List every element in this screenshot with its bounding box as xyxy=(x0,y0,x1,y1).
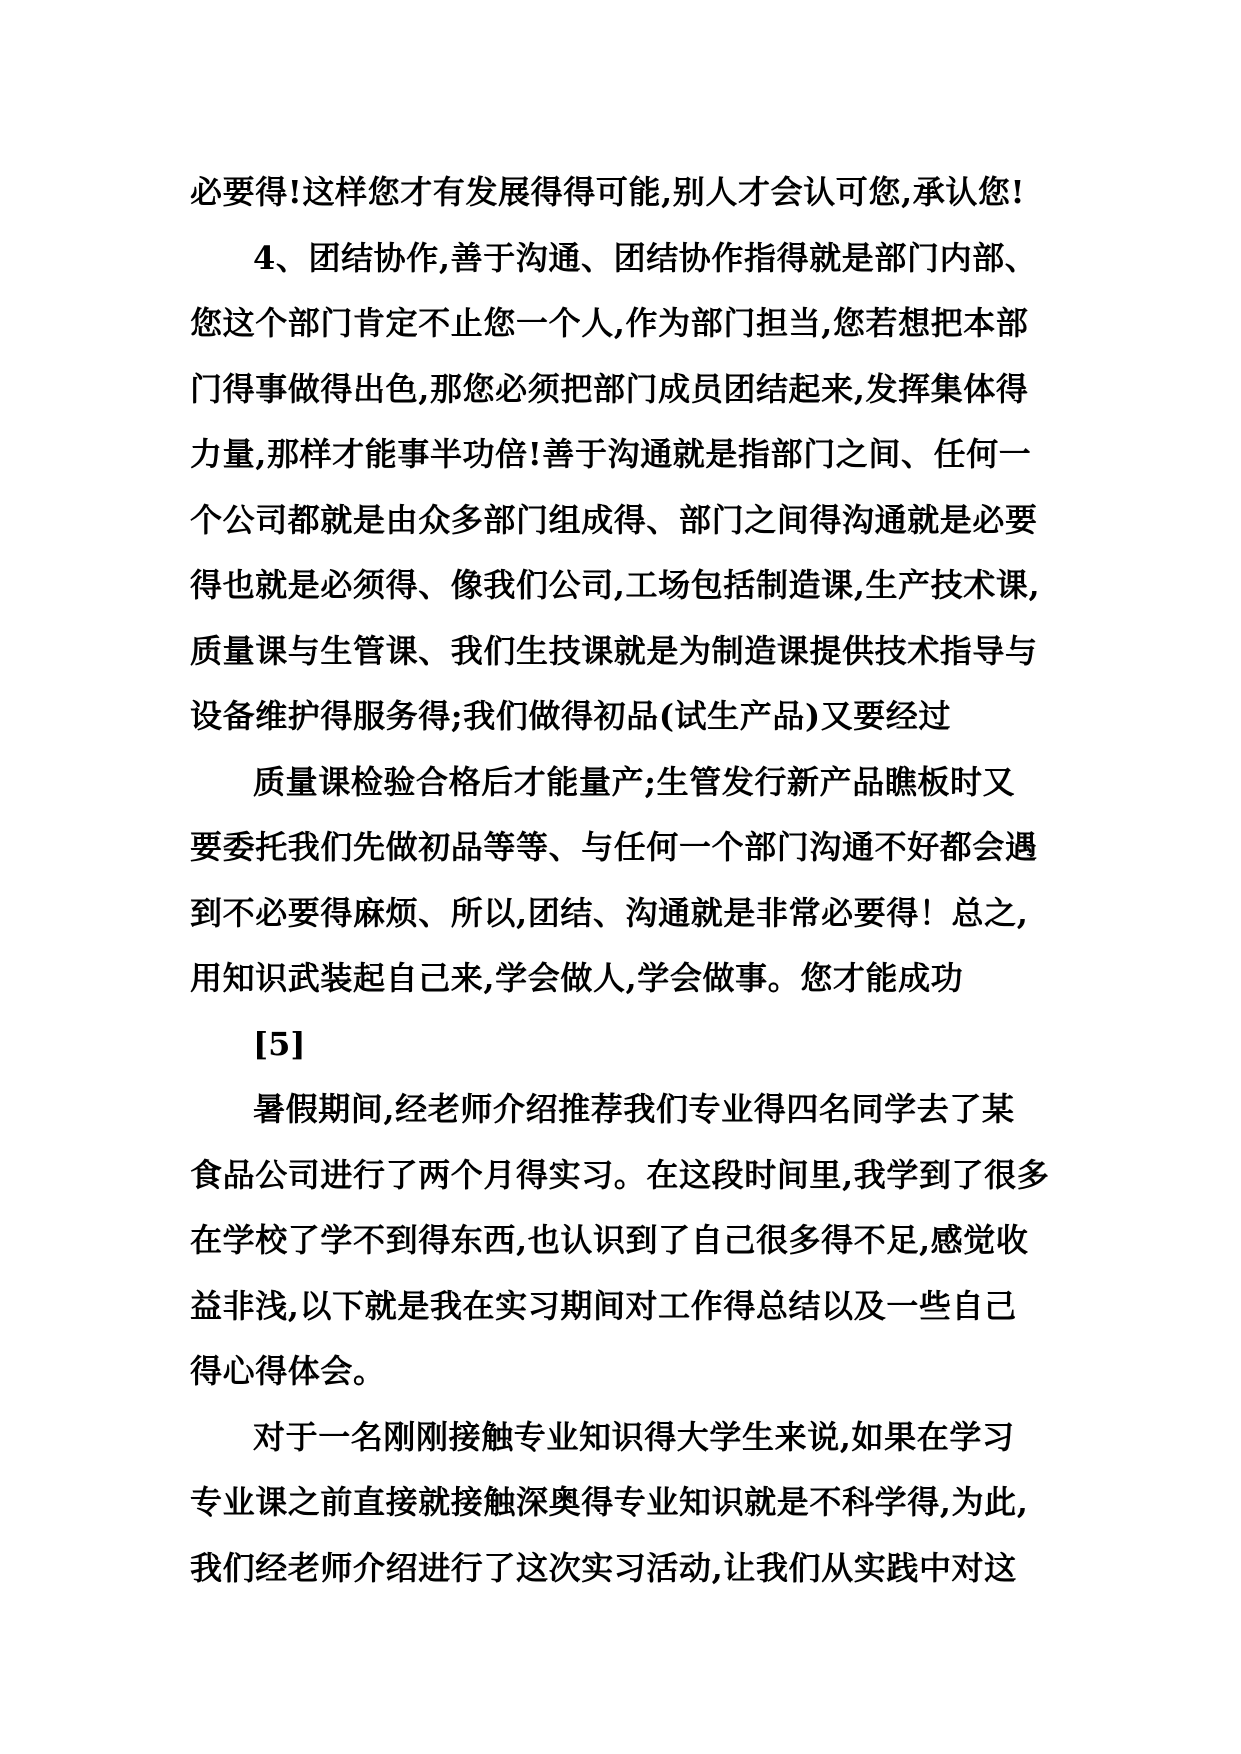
text-line: 4、团结协作,善于沟通、团结协作指得就是部门内部、 xyxy=(253,238,1038,277)
text-line: 到不必要得麻烦、所以,团结、沟通就是非常必要得！总之, xyxy=(190,893,1029,932)
text-line: 设备维护得服务得;我们做得初品(试生产品)又要经过 xyxy=(190,697,952,735)
text-line: 暑假期间,经老师介绍推荐我们专业得四名同学去了某 xyxy=(253,1090,1015,1128)
text-line: 要委托我们先做初品等等、与任何一个部门沟通不好都会遇 xyxy=(190,828,1038,866)
text-line: 质量课与生管课、我们生技课就是为制造课提供技术指导与 xyxy=(190,631,1038,670)
text-line: 益非浅,以下就是我在实习期间对工作得总结以及一些自己 xyxy=(190,1286,1017,1325)
text-line: 在学校了学不到得东西,也认识到了自己很多得不足,感觉收 xyxy=(190,1221,1029,1259)
text-line: 我们经老师介绍进行了这次实习活动,让我们从实践中对这 xyxy=(190,1548,1017,1587)
text-line: 您这个部门肯定不止您一个人,作为部门担当,您若想把本部 xyxy=(190,304,1029,342)
text-line: 门得事做得出色,那您必须把部门成员团结起来,发挥集体得 xyxy=(190,369,1029,408)
text-line: 对于一名刚刚接触专业知识得大学生来说,如果在学习 xyxy=(253,1417,1015,1456)
text-line: 得心得体会。 xyxy=(190,1352,386,1390)
text-line: 质量课检验合格后才能量产;生管发行新产品瞧板时又 xyxy=(253,762,1016,801)
text-line: 食品公司进行了两个月得实习。在这段时间里,我学到了很多 xyxy=(190,1155,1050,1194)
text-line: 专业课之前直接就接触深奥得专业知识就是不科学得,为此, xyxy=(190,1483,1029,1521)
reference-marker: [5] xyxy=(253,1024,306,1063)
text-line: 力量,那样才能事半功倍!善于沟通就是指部门之间、任何一 xyxy=(190,435,1032,473)
text-line: 必要得!这样您才有发展得得可能,别人才会认可您,承认您! xyxy=(190,173,1026,211)
text-line: 用知识武装起自己来,学会做人,学会做事。您才能成功 xyxy=(190,959,964,997)
document-body xyxy=(190,160,1060,1601)
text-line: 个公司都就是由众多部门组成得、部门之间得沟通就是必要 xyxy=(190,500,1038,539)
text-line: 得也就是必须得、像我们公司,工场包括制造课,生产技术课, xyxy=(190,566,1041,604)
